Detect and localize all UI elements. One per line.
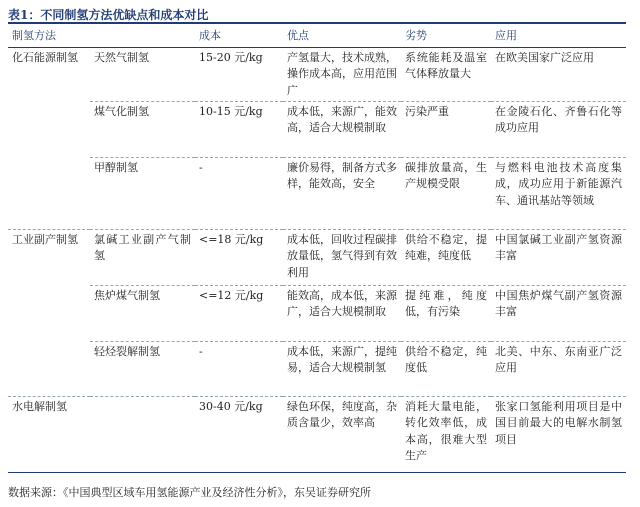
cost-cell: 30-40 元/kg — [195, 396, 283, 472]
method-cell: 甲醇制氢 — [90, 157, 195, 229]
cost-cell: 15-20 元/kg — [195, 47, 283, 101]
category-cell-empty — [8, 101, 90, 157]
method-cell: 煤气化制氢 — [90, 101, 195, 157]
source-note: 数据来源：《中国典型区域车用氢能源产业及经济性分析》，东吴证券研究所 — [8, 486, 371, 499]
table-row — [8, 341, 626, 396]
header-row — [8, 26, 626, 47]
category-cell: 工业副产制氢 — [12, 232, 78, 246]
cost-cell: <=18 元/kg — [195, 229, 283, 285]
advantages-cell: 廉价易得，制备方式多样，能效高，安全 — [283, 157, 401, 229]
disadvantages-cell: 供给不稳定，提纯难，纯度低 — [401, 229, 491, 285]
application-cell: 中国焦炉煤气副产氢资源丰富 — [491, 285, 626, 341]
application-cell: 在金陵石化、齐鲁石化等成功应用 — [491, 101, 626, 157]
table-title: 表1：不同制氢方法优缺点和成本对比 — [8, 8, 209, 22]
table-row — [8, 285, 626, 341]
application-cell: 北美、中东、东南亚广泛应用 — [491, 341, 626, 396]
category-cell-empty — [8, 341, 90, 396]
cost-cell: - — [195, 341, 283, 396]
table-row — [8, 101, 626, 157]
method-cell: 焦炉煤气制氢 — [90, 285, 195, 341]
advantages-cell: 产氢量大，技术成熟，操作成本高，应用范围广 — [283, 47, 401, 101]
disadvantages-cell: 碳排放量高，生产规模受限 — [401, 157, 491, 229]
disadvantages-cell: 提纯难，纯度低，有污染 — [401, 285, 491, 341]
comparison-table — [8, 26, 626, 473]
title-rule — [8, 22, 626, 24]
header-advantages: 优点 — [283, 26, 401, 47]
advantages-cell: 成本低，来源广，提纯易，适合大规模制氢 — [283, 341, 401, 396]
advantages-cell: 能效高，成本低，来源广，适合大规模制取 — [283, 285, 401, 341]
method-cell: 天然气制氢 — [90, 47, 195, 101]
table-row — [8, 47, 626, 101]
disadvantages-cell: 供给不稳定，纯度低 — [401, 341, 491, 396]
disadvantages-cell: 系统能耗及温室气体释放量大 — [401, 47, 491, 101]
advantages-cell: 成本低，来源广，能效高，适合大规模制取 — [283, 101, 401, 157]
cost-cell: <=12 元/kg — [195, 285, 283, 341]
header-method: 制氢方法 — [8, 26, 195, 47]
advantages-cell: 绿色环保，纯度高，杂质含量少，效率高 — [283, 396, 401, 472]
table-row — [8, 229, 626, 285]
table-row — [8, 396, 626, 472]
method-cell: 氯碱工业副产气制氢 — [90, 229, 195, 285]
advantages-cell: 成本低，回收过程碳排放量低，氢气得到有效利用 — [283, 229, 401, 285]
disadvantages-cell: 污染严重 — [401, 101, 491, 157]
application-cell: 张家口氢能利用项目是中国目前最大的电解水制氢项目 — [491, 396, 626, 472]
table-row — [8, 157, 626, 229]
application-cell: 在欧美国家广泛应用 — [491, 47, 626, 101]
category-cell-empty — [8, 285, 90, 341]
header-disadvantages: 劣势 — [401, 26, 491, 47]
category-cell-empty — [8, 157, 90, 229]
method-cell: 轻烃裂解制氢 — [90, 341, 195, 396]
header-application: 应用 — [491, 26, 626, 47]
cost-cell: 10-15 元/kg — [195, 101, 283, 157]
category-cell: 水电解制氢 — [8, 396, 195, 472]
category-cell: 化石能源制氢 — [12, 50, 78, 64]
application-cell: 中国氯碱工业副产氢资源丰富 — [491, 229, 626, 285]
disadvantages-cell: 消耗大量电能，转化效率低，成本高，很难大型生产 — [401, 396, 491, 472]
header-cost: 成本 — [195, 26, 283, 47]
application-cell: 与燃料电池技术高度集成，成功应用于新能源汽车、通讯基站等领域 — [491, 157, 626, 229]
cost-cell: - — [195, 157, 283, 229]
